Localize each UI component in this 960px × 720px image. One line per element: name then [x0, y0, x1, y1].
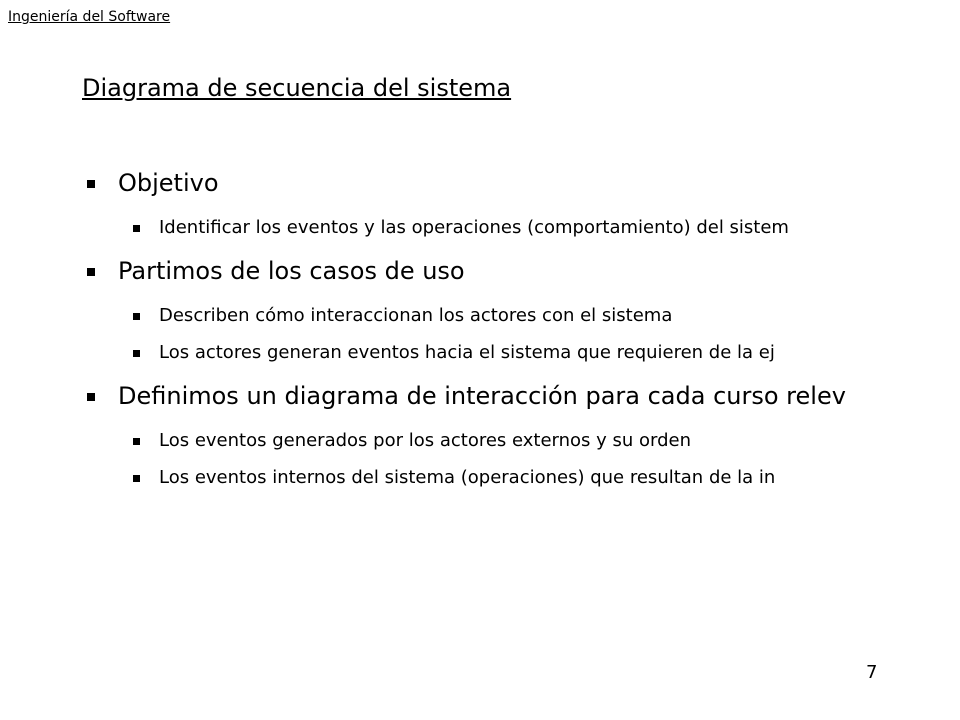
bullet-text: Los eventos internos del sistema (operaciones) que resultan de la in	[159, 467, 776, 488]
bullet-level2	[82, 214, 960, 242]
square-bullet-icon	[87, 268, 95, 276]
square-bullet-icon	[87, 180, 95, 188]
bullet-level2	[82, 302, 960, 330]
square-bullet-icon	[133, 475, 140, 482]
square-bullet-icon	[133, 225, 140, 232]
bullet-text: Los actores generan eventos hacia el sistema que requieren de la ej	[159, 342, 775, 363]
bullet-text: Identificar los eventos y las operaciones (comportamiento) del sistem	[159, 217, 789, 238]
bullet-level2	[82, 464, 960, 492]
bullet-text: Partimos de los casos de uso	[118, 257, 465, 285]
bullet-level1	[82, 254, 960, 288]
bullet-level1	[82, 166, 960, 200]
square-bullet-icon	[133, 438, 140, 445]
slide-title: Diagrama de secuencia del sistema	[82, 74, 512, 102]
square-bullet-icon	[133, 313, 140, 320]
bullet-text: Objetivo	[118, 169, 219, 197]
square-bullet-icon	[133, 350, 140, 357]
bullet-level1	[82, 379, 960, 413]
bullet-level2	[82, 339, 960, 367]
course-header: Ingeniería del Software	[8, 9, 171, 25]
bullet-text: Los eventos generados por los actores externos y su orden	[159, 430, 692, 451]
page-number: 7	[866, 662, 878, 683]
bullet-text: Describen cómo interaccionan los actores con el sistema	[159, 305, 673, 326]
square-bullet-icon	[87, 393, 95, 401]
bullet-list	[82, 166, 960, 492]
bullet-text: Definimos un diagrama de interacción para cada curso relev	[118, 382, 846, 410]
bullet-level2	[82, 427, 960, 455]
